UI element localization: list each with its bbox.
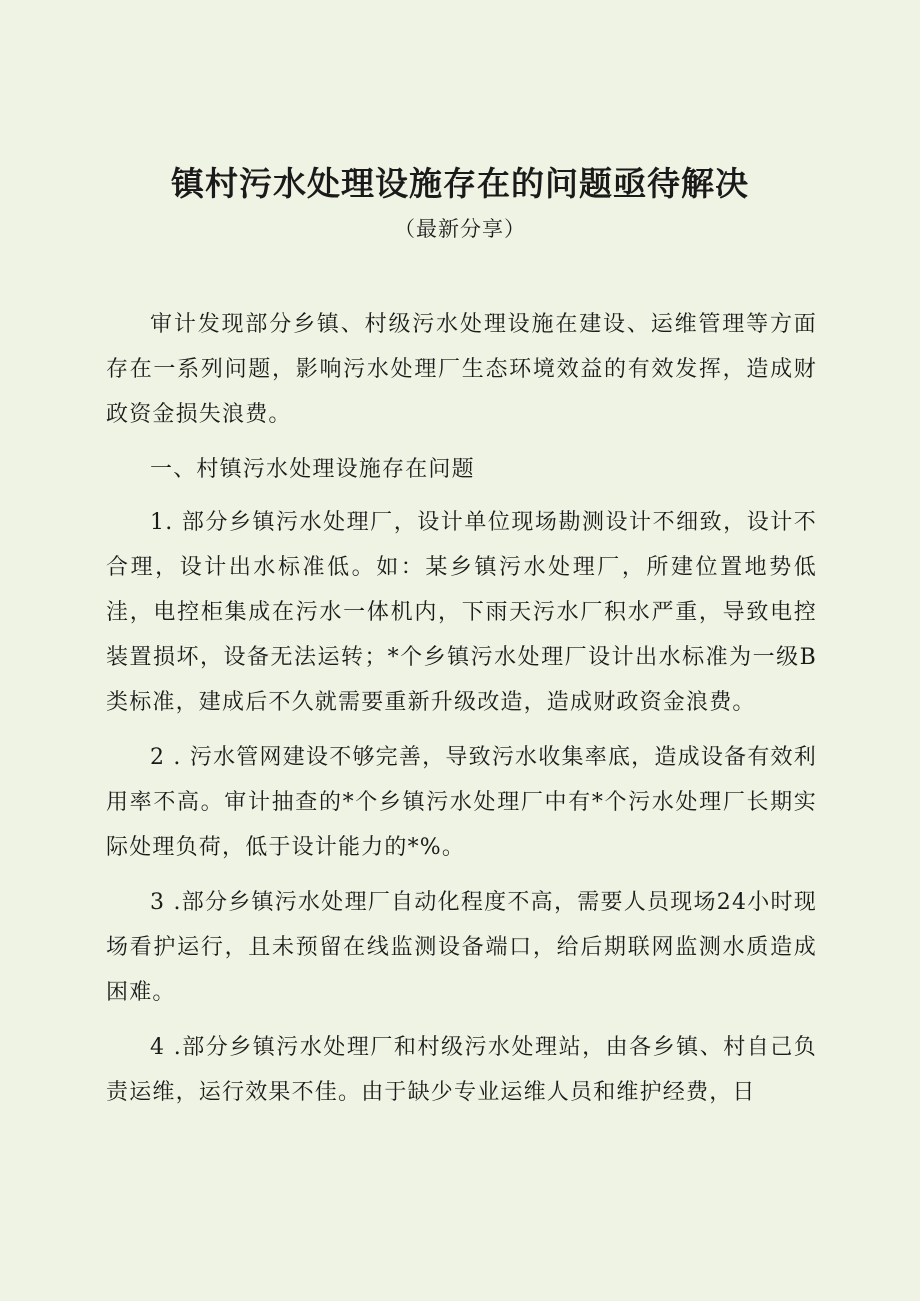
intro-paragraph: 审计发现部分乡镇、村级污水处理设施在建设、运维管理等方面存在一系列问题，影响污水处理厂生态环境效益的有效发挥，造成财政资金损失浪费。	[106, 312, 817, 427]
section-heading: 一、村镇污水处理设施存在问题	[150, 457, 475, 482]
document-body	[106, 302, 817, 1125]
list-item-2: 2 . 污水管网建设不够完善，导致污水收集率底，造成设备有效利用率不高。审计抽查的*个乡镇污水处理厂中有*个污水处理厂长期实际处理负荷，低于设计能力的*%。	[106, 745, 817, 860]
document-subtitle: （最新分享）	[394, 217, 526, 241]
list-item-1: 1. 部分乡镇污水处理厂，设计单位现场勘测设计不细致，设计不合理，设计出水标准低。如：某乡镇污水处理厂，所建位置地势低洼，电控柜集成在污水一体机内，下雨天污水厂积水严重，导致电控装置损坏，设备无法运转；*个乡镇污水处理厂设计出水标准为一级B类标准，建成后不久就需要重新升级改造，造成财政资金浪费。	[106, 510, 817, 715]
document-title: 镇村污水处理设施存在的问题亟待解决	[171, 164, 749, 203]
list-item-4: 4 .部分乡镇污水处理厂和村级污水处理站，由各乡镇、村自己负责运维，运行效果不佳。由于缺少专业运维人员和维护经费，日	[106, 1035, 817, 1105]
list-item-3: 3 .部分乡镇污水处理厂自动化程度不高，需要人员现场24小时现场看护运行，且未预留在线监测设备端口，给后期联网监测水质造成困难。	[106, 890, 817, 1005]
